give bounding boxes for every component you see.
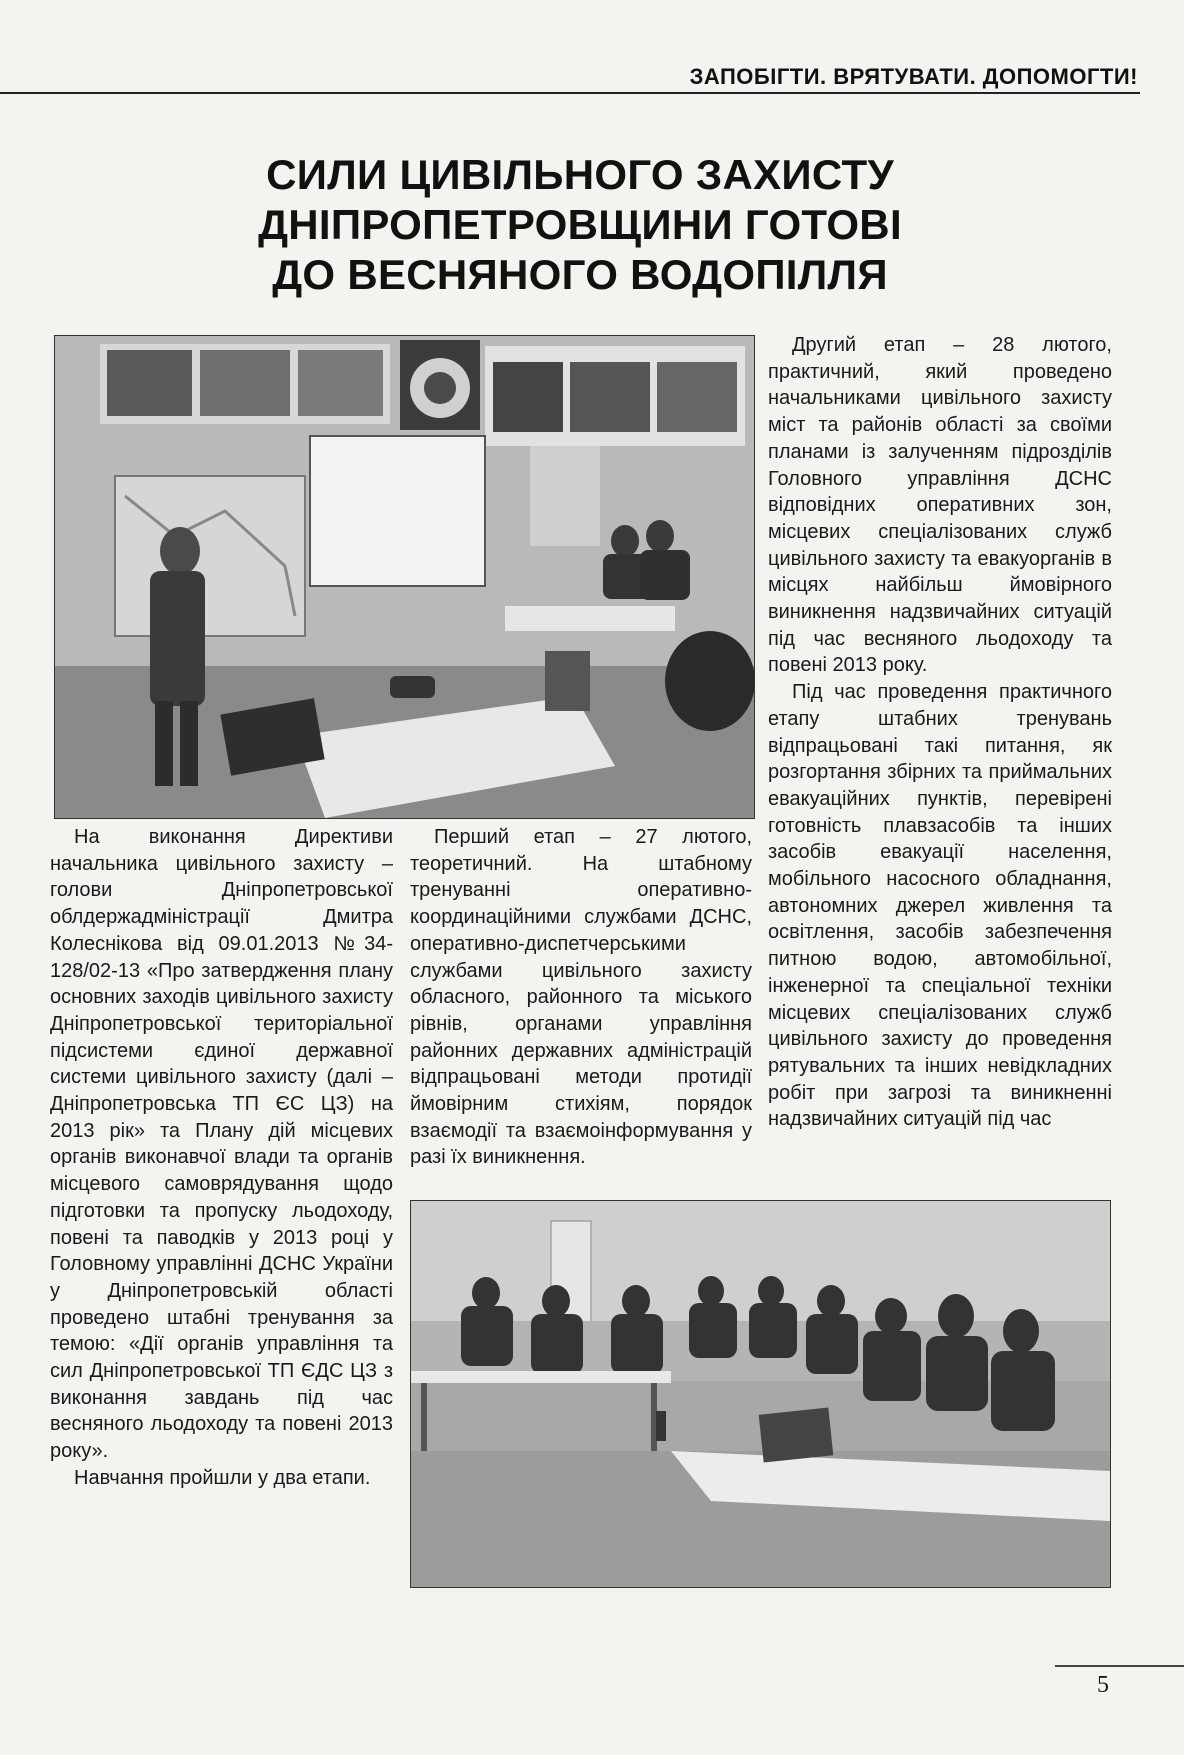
article-column-3 <box>768 332 1112 1133</box>
article-column-2 <box>410 824 752 1171</box>
article-column-1 <box>50 824 393 1492</box>
photo-audience-illustration <box>411 1201 1110 1587</box>
page-number-rule <box>1055 1665 1184 1667</box>
title-line-3: ДО ВЕСНЯНОГО ВОДОПІЛЛЯ <box>272 251 888 298</box>
article-title <box>200 150 960 300</box>
column-1-paragraph-1: На виконання Директиви начальника цивільного захисту – голови Дніпропетровської облдержадміністрації Дмитра Колеснікова від 09.01.2013 №34-128/02-13 «Про затвердження плану основних заходів цивільного захисту Дніпропетровської територіальної підсистеми єдиної державної системи цивільного захисту (далі – Дніпропетровська ТП ЄС ЦЗ) на 2013 рік» та Плану дій місцевих органів виконавчої влади та органів місцевого самоврядування щодо підготовки та пропуску льодоходу, повені та паводків у 2013 році у Головному управлінні ДСНС України у Дніпропетровській області проведено штабні тренування за темою: «Дії органів управління та сил Дніпропетровської ТП ЄДС ЦЗ з виконання завдань під час весняного льодоходу та повені 2013 року». <box>50 826 393 1463</box>
column-1-paragraph-2: Навчання пройшли у два етапи. <box>74 1466 371 1489</box>
column-3-paragraph-1: Другий етап – 28 лютого, практичний, який проведено начальниками цивільного захисту міст та районів області за своїми планами із залученням підрозділів Головного управління ДСНС відповідних оперативних зон, місцевих спеціалізованих служб цивільного захисту та евакуорганів в місцях найбільш ймовірного виникнення надзвичайних ситуацій під час весняного льодоходу та повені 2013 року. <box>768 334 1112 677</box>
photo-briefing-room <box>54 335 755 819</box>
header-rule <box>0 92 1140 94</box>
running-header: ЗАПОБІГТИ. ВРЯТУВАТИ. ДОПОМОГТИ! <box>689 64 1138 89</box>
photo-briefing-illustration <box>55 336 754 818</box>
page-number: 5 <box>1097 1672 1109 1698</box>
column-2-paragraph-1: Перший етап – 27 лютого, теоретичний. На штабному тренуванні оперативно-координаційними службами ДСНС, оперативно-диспетчерськими службами цивільного захисту обласного, районного та міського рівнів, органами управління районних державних адміністрацій відпрацьовані методи протидії ймовірним стихіям, порядок взаємодії та взаємоінформування у разі їх виникнення. <box>410 826 752 1169</box>
title-line-2: ДНІПРОПЕТРОВЩИНИ ГОТОВІ <box>258 201 902 248</box>
title-line-1: СИЛИ ЦИВІЛЬНОГО ЗАХИСТУ <box>266 151 894 198</box>
photo-training-audience <box>410 1200 1111 1588</box>
column-3-paragraph-2: Під час проведення практичного етапу штабних тренувань відпрацьовані такі питання, як розгортання збірних та приймальних евакуаційних пунктів, перевірені готовність плавзасобів та інших засобів евакуації населення, мобільного насосного обладнання, автономних джерел живлення та освітлення, засобів забезпечення питною водою, автомобільної, інженерної та спеціальної техніки місцевих спеціалізованих служб цивільного захисту до проведення рятувальних та інших невідкладних робіт при загрозі та виникненні надзвичайних ситуацій під час <box>768 681 1112 1131</box>
